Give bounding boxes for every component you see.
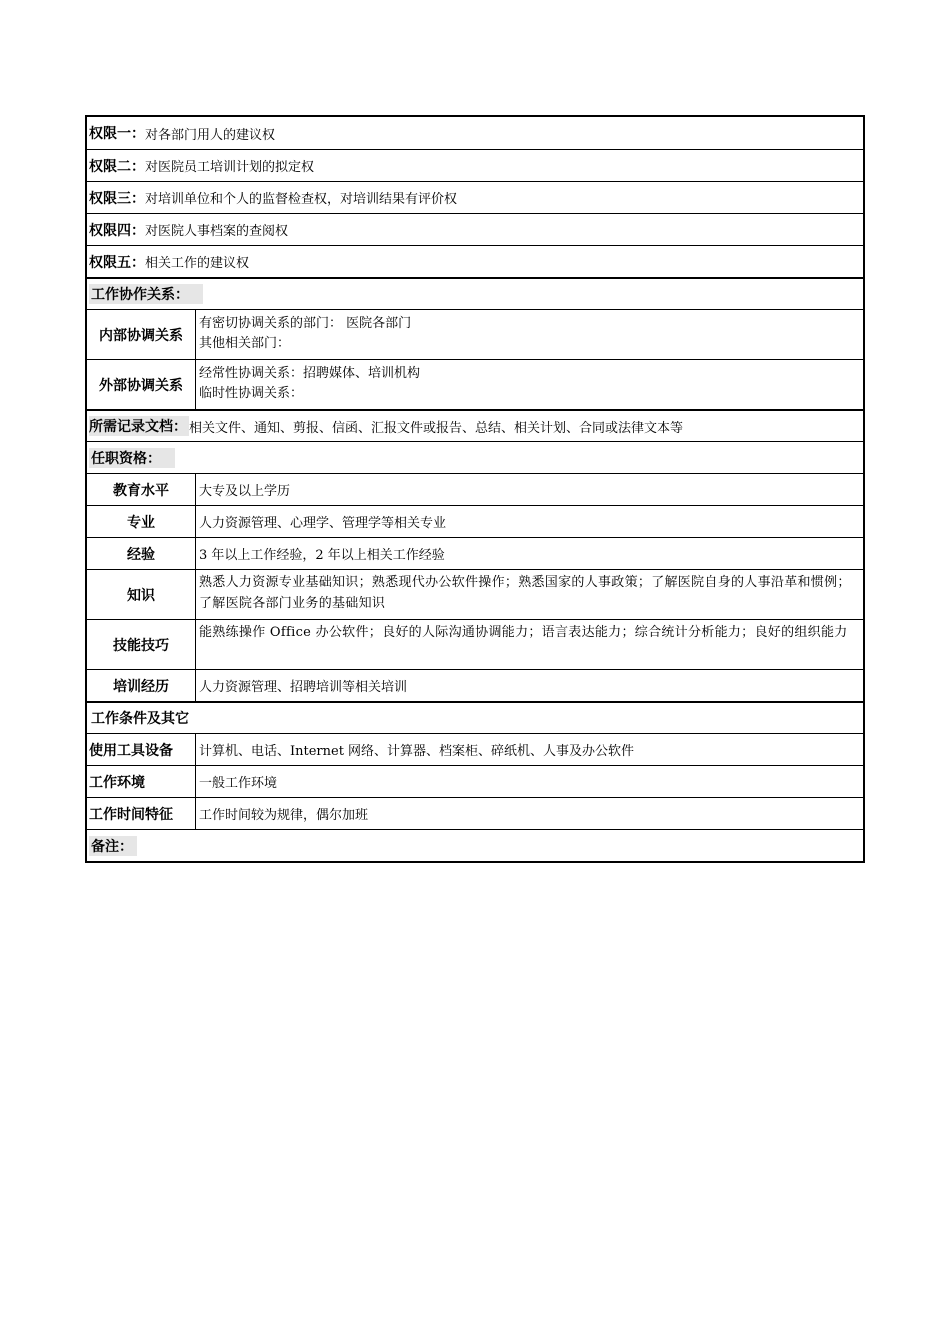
major-row <box>87 505 863 537</box>
section-title: 工作协作关系： <box>89 284 203 304</box>
remarks-label: 备注： <box>89 836 137 856</box>
authority-text: 对培训单位和个人的监督检查权，对培训结果有评价权 <box>145 192 458 207</box>
documents-label: 所需记录文档： <box>89 418 187 434</box>
section-title: 任职资格： <box>89 448 175 468</box>
row-label: 内部协调关系 <box>87 310 196 359</box>
row-value: 熟悉人力资源专业基础知识；熟悉现代办公软件操作；熟悉国家的人事政策；了解医院自身的人事沿革和惯例；了解医院各部门业务的基础知识 <box>199 575 851 611</box>
authority-row-2 <box>87 149 863 181</box>
row-label: 工作环境 <box>87 766 196 797</box>
row-value: 人力资源管理、心理学、管理学等相关专业 <box>199 516 447 531</box>
row-value: 能熟练操作 Office 办公软件；良好的人际沟通协调能力；语言表达能力；综合统计分析能力；良好的组织能力 <box>199 625 848 640</box>
conditions-header-row <box>87 701 863 733</box>
row-value: 计算机、电话、Internet 网络、计算器、档案柜、碎纸机、人事及办公软件 <box>199 744 635 759</box>
value-line: 有密切协调关系的部门： 医院各部门 <box>199 316 412 331</box>
row-label: 工作时间特征 <box>87 798 196 829</box>
hours-row <box>87 797 863 829</box>
knowledge-row <box>87 569 863 619</box>
row-label: 外部协调关系 <box>87 360 196 409</box>
qualifications-header-row <box>87 441 863 473</box>
authority-row-4 <box>87 213 863 245</box>
education-row <box>87 473 863 505</box>
row-label: 培训经历 <box>87 670 196 701</box>
environment-row <box>87 765 863 797</box>
row-label: 使用工具设备 <box>87 734 196 765</box>
job-description-table <box>85 115 865 863</box>
authority-label: 权限三： <box>89 189 145 206</box>
external-coordination-row <box>87 359 863 409</box>
authority-row-1 <box>87 117 863 149</box>
value-line: 经常性协调关系：招聘媒体、培训机构 <box>199 366 421 381</box>
row-value: 3 年以上工作经验，2 年以上相关工作经验 <box>199 548 445 563</box>
authority-text: 对医院人事档案的查阅权 <box>145 224 289 239</box>
authority-row-3 <box>87 181 863 213</box>
authority-text: 对医院员工培训计划的拟定权 <box>145 160 315 175</box>
authority-label: 权限二： <box>89 157 145 174</box>
row-value: 大专及以上学历 <box>199 484 291 499</box>
authority-label: 权限四： <box>89 221 145 238</box>
authority-label: 权限一： <box>89 125 145 141</box>
cooperation-header-row <box>87 277 863 309</box>
authority-text: 相关工作的建议权 <box>145 256 250 271</box>
remarks-row <box>87 829 863 861</box>
row-value <box>196 310 863 359</box>
row-label: 专业 <box>87 506 196 537</box>
authority-text: 对各部门用人的建议权 <box>145 127 276 143</box>
row-label: 知识 <box>87 570 196 619</box>
row-label: 经验 <box>87 538 196 569</box>
skills-row <box>87 619 863 669</box>
row-value: 人力资源管理、招聘培训等相关培训 <box>199 680 408 695</box>
row-value <box>196 360 863 409</box>
value-line: 临时性协调关系： <box>199 386 304 401</box>
value-line: 其他相关部门： <box>199 336 291 351</box>
training-row <box>87 669 863 701</box>
row-label: 教育水平 <box>87 474 196 505</box>
tools-row <box>87 733 863 765</box>
row-value: 一般工作环境 <box>199 776 278 791</box>
row-value: 工作时间较为规律，偶尔加班 <box>199 808 369 823</box>
authority-row-5 <box>87 245 863 277</box>
documents-row <box>87 409 863 441</box>
documents-text: 相关文件、通知、剪报、信函、汇报文件或报告、总结、相关计划、合同或法律文本等 <box>189 420 684 436</box>
section-title: 工作条件及其它 <box>91 710 189 726</box>
row-label: 技能技巧 <box>87 620 196 669</box>
internal-coordination-row <box>87 309 863 359</box>
experience-row <box>87 537 863 569</box>
authority-label: 权限五： <box>89 253 145 270</box>
